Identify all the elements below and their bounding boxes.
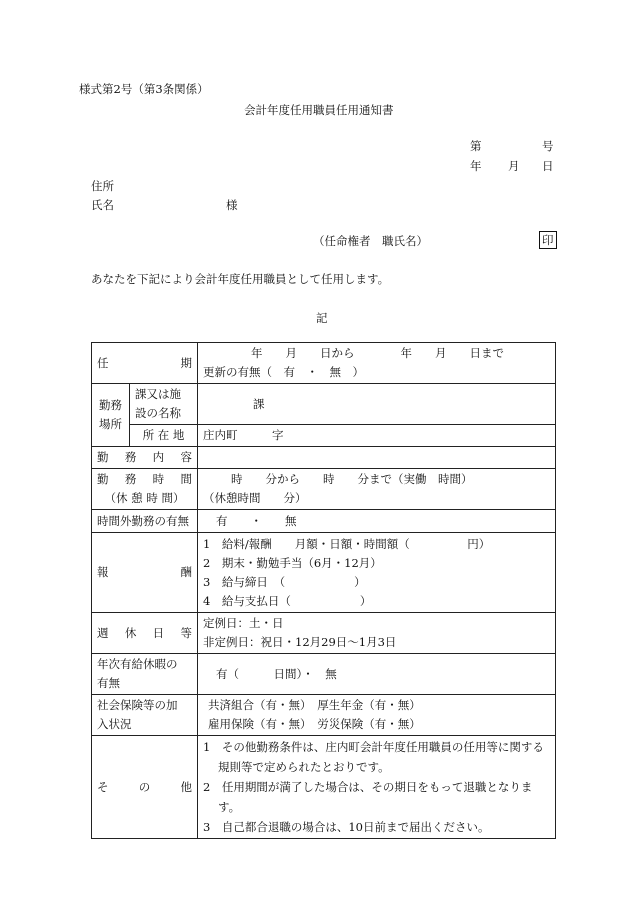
insurance-label: 社会保険等の加 入状況 xyxy=(92,695,198,736)
duties-value xyxy=(198,447,556,469)
overtime-value: 有 ・ 無 xyxy=(198,510,556,533)
number-prefix: 第 xyxy=(470,139,482,153)
term-value: 年 月 日から 年 月 日まで 更新の有無（ 有 ・ 無 ） xyxy=(198,343,556,384)
duties-label: 勤 務 内 容 xyxy=(92,447,198,469)
row-workplace-name xyxy=(92,384,556,425)
overtime-label: 時間外勤務の有無 xyxy=(92,510,198,533)
number-suffix: 号 xyxy=(542,139,554,153)
intro-text: あなたを下記により会計年度任用職員として任用します。 xyxy=(91,272,390,286)
pay-item: 2 期末・勤勉手当（6月・12月） xyxy=(203,555,382,570)
term-label: 任 期 xyxy=(92,343,198,384)
row-holidays xyxy=(92,613,556,654)
row-leave xyxy=(92,654,556,695)
row-workplace-address xyxy=(92,425,556,447)
hours-value: 時 分から 時 分まで（実働 時間） （休憩時間 分） xyxy=(198,469,556,510)
honorific: 様 xyxy=(226,198,238,212)
row-term xyxy=(92,343,556,384)
document-title: 会計年度任用職員任用通知書 xyxy=(244,103,394,117)
other-item: 2 任用期間が満了した場合は、その期日をもって退職となります。 xyxy=(203,780,533,814)
row-overtime xyxy=(92,510,556,533)
other-item: 1 その他勤務条件は、庄内町会計年度任用職員の任用等に関する規則等で定められたとおりです。 xyxy=(203,740,544,774)
other-label: そ の 他 xyxy=(92,736,198,839)
facility-name-value: 課 xyxy=(198,384,556,425)
insurance-value: 共済組合（有・無） 厚生年金（有・無） 雇用保険（有・無） 労災保険（有・無） xyxy=(198,695,556,736)
appointer-label: （任命権者 職氏名） xyxy=(313,234,428,248)
pay-value xyxy=(198,533,556,613)
name-label: 氏名 xyxy=(91,198,114,212)
pay-item: 4 給与支払日（ ） xyxy=(203,593,372,608)
address-label: 住所 xyxy=(91,179,114,193)
leave-value: 有（ 日間）・ 無 xyxy=(198,654,556,695)
date-month: 月 xyxy=(508,159,520,173)
ki-heading: 記 xyxy=(316,311,328,325)
form-number: 様式第2号（第3条関係） xyxy=(79,82,209,96)
date-year: 年 xyxy=(470,159,482,173)
pay-label: 報 酬 xyxy=(92,533,198,613)
appointment-table xyxy=(91,342,556,839)
row-duties xyxy=(92,447,556,469)
hours-label: 勤 務 時 間 （休 憩 時 間） xyxy=(92,469,198,510)
pay-item: 1 給料/報酬 月額・日額・時間額（ 円） xyxy=(203,536,491,551)
other-item: 3 自己都合退職の場合は、10日前まで届出ください。 xyxy=(203,820,490,834)
address-sub-label: 所 在 地 xyxy=(130,425,198,447)
other-value xyxy=(198,736,556,839)
pay-item: 3 給与締日 （ ） xyxy=(203,574,366,589)
row-pay xyxy=(92,533,556,613)
holidays-label: 週 休 日 等 xyxy=(92,613,198,654)
leave-label: 年次有給休暇の 有無 xyxy=(92,654,198,695)
seal-text: 印 xyxy=(539,231,557,249)
facility-name-label: 課又は施 設の名称 xyxy=(130,384,198,425)
row-insurance xyxy=(92,695,556,736)
row-other xyxy=(92,736,556,839)
holidays-value: 定例日：土・日 非定例日：祝日・12月29日〜1月3日 xyxy=(198,613,556,654)
row-hours xyxy=(92,469,556,510)
date-day: 日 xyxy=(542,159,554,173)
workplace-address-value: 庄内町 字 xyxy=(198,425,556,447)
workplace-label: 勤務 場所 xyxy=(92,384,130,447)
seal-mark xyxy=(539,231,557,249)
